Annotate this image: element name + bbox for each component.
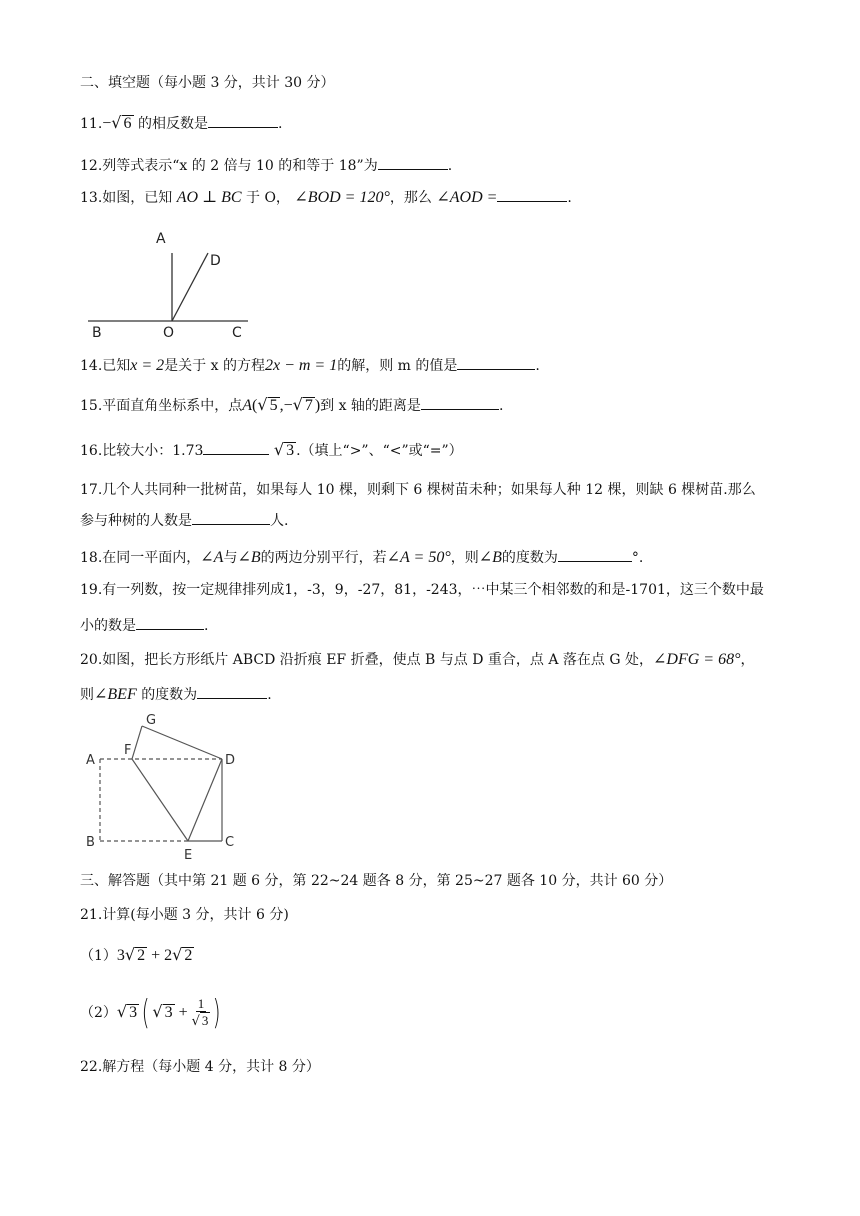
question-21-title: 21.计算(每小题 3 分，共计 6 分) bbox=[80, 907, 289, 923]
fig13-label-c: C bbox=[232, 325, 242, 341]
q18-math-a50: ∠A = 50° bbox=[386, 549, 451, 566]
q19-end: . bbox=[204, 618, 209, 634]
right-paren-icon: ) bbox=[213, 993, 222, 1033]
q21-p2-den-rad: 3 bbox=[201, 1012, 209, 1028]
q18-prefix: 18.在同一平面内， bbox=[80, 550, 201, 566]
fig13-label-b: B bbox=[92, 325, 102, 341]
q21-p2-label: （2） bbox=[80, 1005, 117, 1021]
q20-math-dfg: ∠DFG = 68° bbox=[653, 651, 741, 668]
q11-number: 11. bbox=[80, 116, 103, 132]
q11-text: 的相反数是 bbox=[137, 116, 208, 132]
q15-answer-blank[interactable] bbox=[421, 395, 499, 410]
sqrt-icon: √ bbox=[124, 945, 136, 964]
q18-math-b2: ∠B bbox=[478, 549, 502, 566]
fig13-label-d: D bbox=[210, 253, 221, 269]
q13-answer-blank[interactable] bbox=[497, 187, 567, 202]
q21-p1-plus: + bbox=[147, 947, 165, 964]
q16-rad: 3 bbox=[286, 442, 295, 459]
q13-end: . bbox=[567, 190, 572, 206]
q20-answer-blank[interactable] bbox=[197, 684, 267, 699]
q21-p2-denominator bbox=[192, 1012, 211, 1030]
sqrt-icon: √ bbox=[172, 945, 183, 964]
figure-20 bbox=[78, 708, 258, 864]
question-17-line1: 17.几个人共同种一批树苗，如果每人 10 棵，则剩下 6 棵树苗未种；如果每人种 12 棵，则缺 6 棵树苗.那么 bbox=[80, 482, 756, 498]
question-20-line2 bbox=[80, 684, 272, 705]
sqrt-icon: √ bbox=[257, 395, 268, 414]
fig20-label-b: B bbox=[86, 835, 95, 850]
q13-prefix: 13.如图，已知 bbox=[80, 190, 173, 206]
q18-mid3: ，则 bbox=[450, 550, 479, 566]
sqrt-icon: √ bbox=[273, 440, 285, 459]
question-14 bbox=[80, 355, 540, 376]
q13-math-aod: ∠AOD = bbox=[436, 189, 498, 206]
fig13-label-o: O bbox=[163, 325, 175, 341]
q16-answer-blank[interactable] bbox=[203, 440, 269, 455]
q15-comma: ,− bbox=[279, 397, 293, 414]
q11-radicand: 6 bbox=[123, 115, 132, 132]
q12-end: . bbox=[447, 158, 453, 174]
q18-mid1: 与 bbox=[223, 550, 238, 566]
fig20-label-a: A bbox=[86, 753, 95, 768]
question-11 bbox=[80, 113, 282, 134]
q13-mid1: 于 O， bbox=[246, 190, 290, 206]
question-19-line2 bbox=[80, 615, 208, 636]
fig20-label-g: G bbox=[146, 713, 157, 728]
q21-p2-rad1: 3 bbox=[164, 1004, 173, 1021]
q11-end: . bbox=[277, 116, 283, 132]
q11-answer-blank[interactable] bbox=[208, 113, 278, 128]
q21-p2-numerator: 1 bbox=[197, 995, 205, 1011]
q20-line1-end: ， bbox=[740, 652, 755, 668]
fig20-label-c: C bbox=[225, 835, 235, 850]
q12-text: 12.列等式表示“x 的 2 倍与 10 的和等于 18”为 bbox=[80, 158, 378, 174]
q15-mid: 到 x 轴的距离是 bbox=[320, 398, 421, 414]
question-21-part1 bbox=[80, 945, 194, 966]
question-18 bbox=[80, 547, 643, 568]
q17-line2-suffix: 人. bbox=[270, 513, 289, 529]
q15-point: A bbox=[242, 397, 253, 414]
fig20-edge-gd bbox=[142, 726, 222, 759]
q15-open: ( bbox=[252, 397, 258, 414]
sqrt-icon: √ bbox=[292, 395, 303, 414]
q15-rad2: 7 bbox=[304, 397, 313, 414]
q21-p2-fraction bbox=[192, 997, 211, 1030]
q15-end: . bbox=[498, 398, 504, 414]
fig20-edge-fg bbox=[132, 726, 142, 759]
q15-close: ) bbox=[314, 397, 321, 414]
q14-mid2: 的解，则 m 的值是 bbox=[337, 358, 458, 374]
question-22-title: 22.解方程（每小题 4 分，共计 8 分） bbox=[80, 1059, 320, 1075]
q11-sign: − bbox=[102, 115, 112, 132]
question-20-line1 bbox=[80, 650, 755, 670]
q20-line1-prefix: 20.如图，把长方形纸片 ABCD 沿折痕 EF 折叠，使点 B 与点 D 重合，点 A 落在点 G 处， bbox=[80, 652, 654, 668]
fig13-ray-od bbox=[172, 253, 208, 321]
q19-line2-prefix: 小的数是 bbox=[80, 618, 136, 634]
q20-math-bef: ∠BEF bbox=[94, 686, 137, 703]
q18-math-b: ∠B bbox=[237, 549, 261, 566]
fig20-label-f: F bbox=[124, 743, 132, 758]
q20-line2-mid: 的度数为 bbox=[141, 687, 198, 703]
fig20-edge-ed bbox=[188, 759, 222, 841]
sqrt-icon: √ bbox=[111, 113, 122, 132]
q16-suffix: .（填上“>”、“<”或“=”） bbox=[296, 443, 463, 459]
question-21-part2 bbox=[80, 992, 224, 1033]
section3-title: 三、解答题（其中第 21 题 6 分，第 22~24 题各 8 分，第 25~27 题各 10 分，共计 60 分） bbox=[80, 873, 673, 889]
q18-math-a: ∠A bbox=[200, 549, 224, 566]
q14-end: . bbox=[535, 358, 540, 374]
q14-mid1: 是关于 x 的方程 bbox=[164, 358, 265, 374]
question-12 bbox=[80, 155, 452, 176]
q21-p1-label: （1） bbox=[80, 948, 117, 964]
left-paren-icon: ( bbox=[141, 993, 150, 1033]
q20-line2-prefix: 则 bbox=[80, 687, 94, 703]
question-16 bbox=[80, 440, 463, 461]
sqrt-icon: √ bbox=[191, 1013, 200, 1029]
fig20-edge-fe bbox=[132, 759, 188, 841]
q15-prefix: 15.平面直角坐标系中，点 bbox=[80, 398, 243, 414]
q15-rad1: 5 bbox=[269, 397, 278, 414]
fig13-label-a: A bbox=[156, 231, 166, 247]
q20-end: . bbox=[267, 687, 272, 703]
q17-line2-prefix: 参与种树的人数是 bbox=[80, 513, 192, 529]
q21-p1-coef1: 3 bbox=[116, 947, 125, 964]
figure-13 bbox=[80, 225, 265, 345]
q18-mid2: 的两边分别平行，若 bbox=[260, 550, 387, 566]
q13-math-perp: AO ⊥ BC bbox=[176, 189, 242, 206]
question-15 bbox=[80, 395, 503, 416]
q18-mid4: 的度数为 bbox=[501, 550, 558, 566]
q21-p1-rad2: 2 bbox=[184, 947, 193, 964]
q18-answer-blank[interactable] bbox=[558, 547, 632, 562]
q13-math-bod: ∠BOD = 120° bbox=[294, 189, 390, 206]
question-19-line1: 19.有一列数，按一定规律排列成1，-3，9，-27，81，-243，⋯中某三个相邻数的和是-1701，这三个数中最 bbox=[80, 582, 764, 598]
q21-p2-rad0: 3 bbox=[129, 1004, 138, 1021]
q21-p1-rad1: 2 bbox=[137, 947, 146, 964]
q19-answer-blank[interactable] bbox=[136, 615, 204, 630]
fig20-label-d: D bbox=[225, 753, 236, 768]
q14-math-eq: 2x − m = 1 bbox=[264, 357, 338, 374]
q12-answer-blank[interactable] bbox=[378, 155, 448, 170]
q16-prefix: 16.比较大小：1.73 bbox=[80, 443, 204, 459]
q21-p1-coef2: 2 bbox=[164, 947, 173, 964]
q18-end: °. bbox=[631, 550, 644, 566]
question-17-line2 bbox=[80, 510, 288, 531]
q17-answer-blank[interactable] bbox=[192, 510, 270, 525]
sqrt-icon: √ bbox=[152, 1002, 163, 1021]
q14-prefix: 14.已知 bbox=[80, 358, 131, 374]
q14-math-x: x = 2 bbox=[130, 357, 165, 374]
q13-mid2: ，那么 bbox=[389, 190, 432, 206]
fig20-label-e: E bbox=[184, 848, 193, 863]
question-13 bbox=[80, 187, 572, 208]
q14-answer-blank[interactable] bbox=[457, 355, 535, 370]
sqrt-icon: √ bbox=[116, 1002, 128, 1021]
q21-p2-plus: + bbox=[174, 1004, 192, 1021]
section2-title: 二、填空题（每小题 3 分，共计 30 分） bbox=[80, 75, 335, 91]
